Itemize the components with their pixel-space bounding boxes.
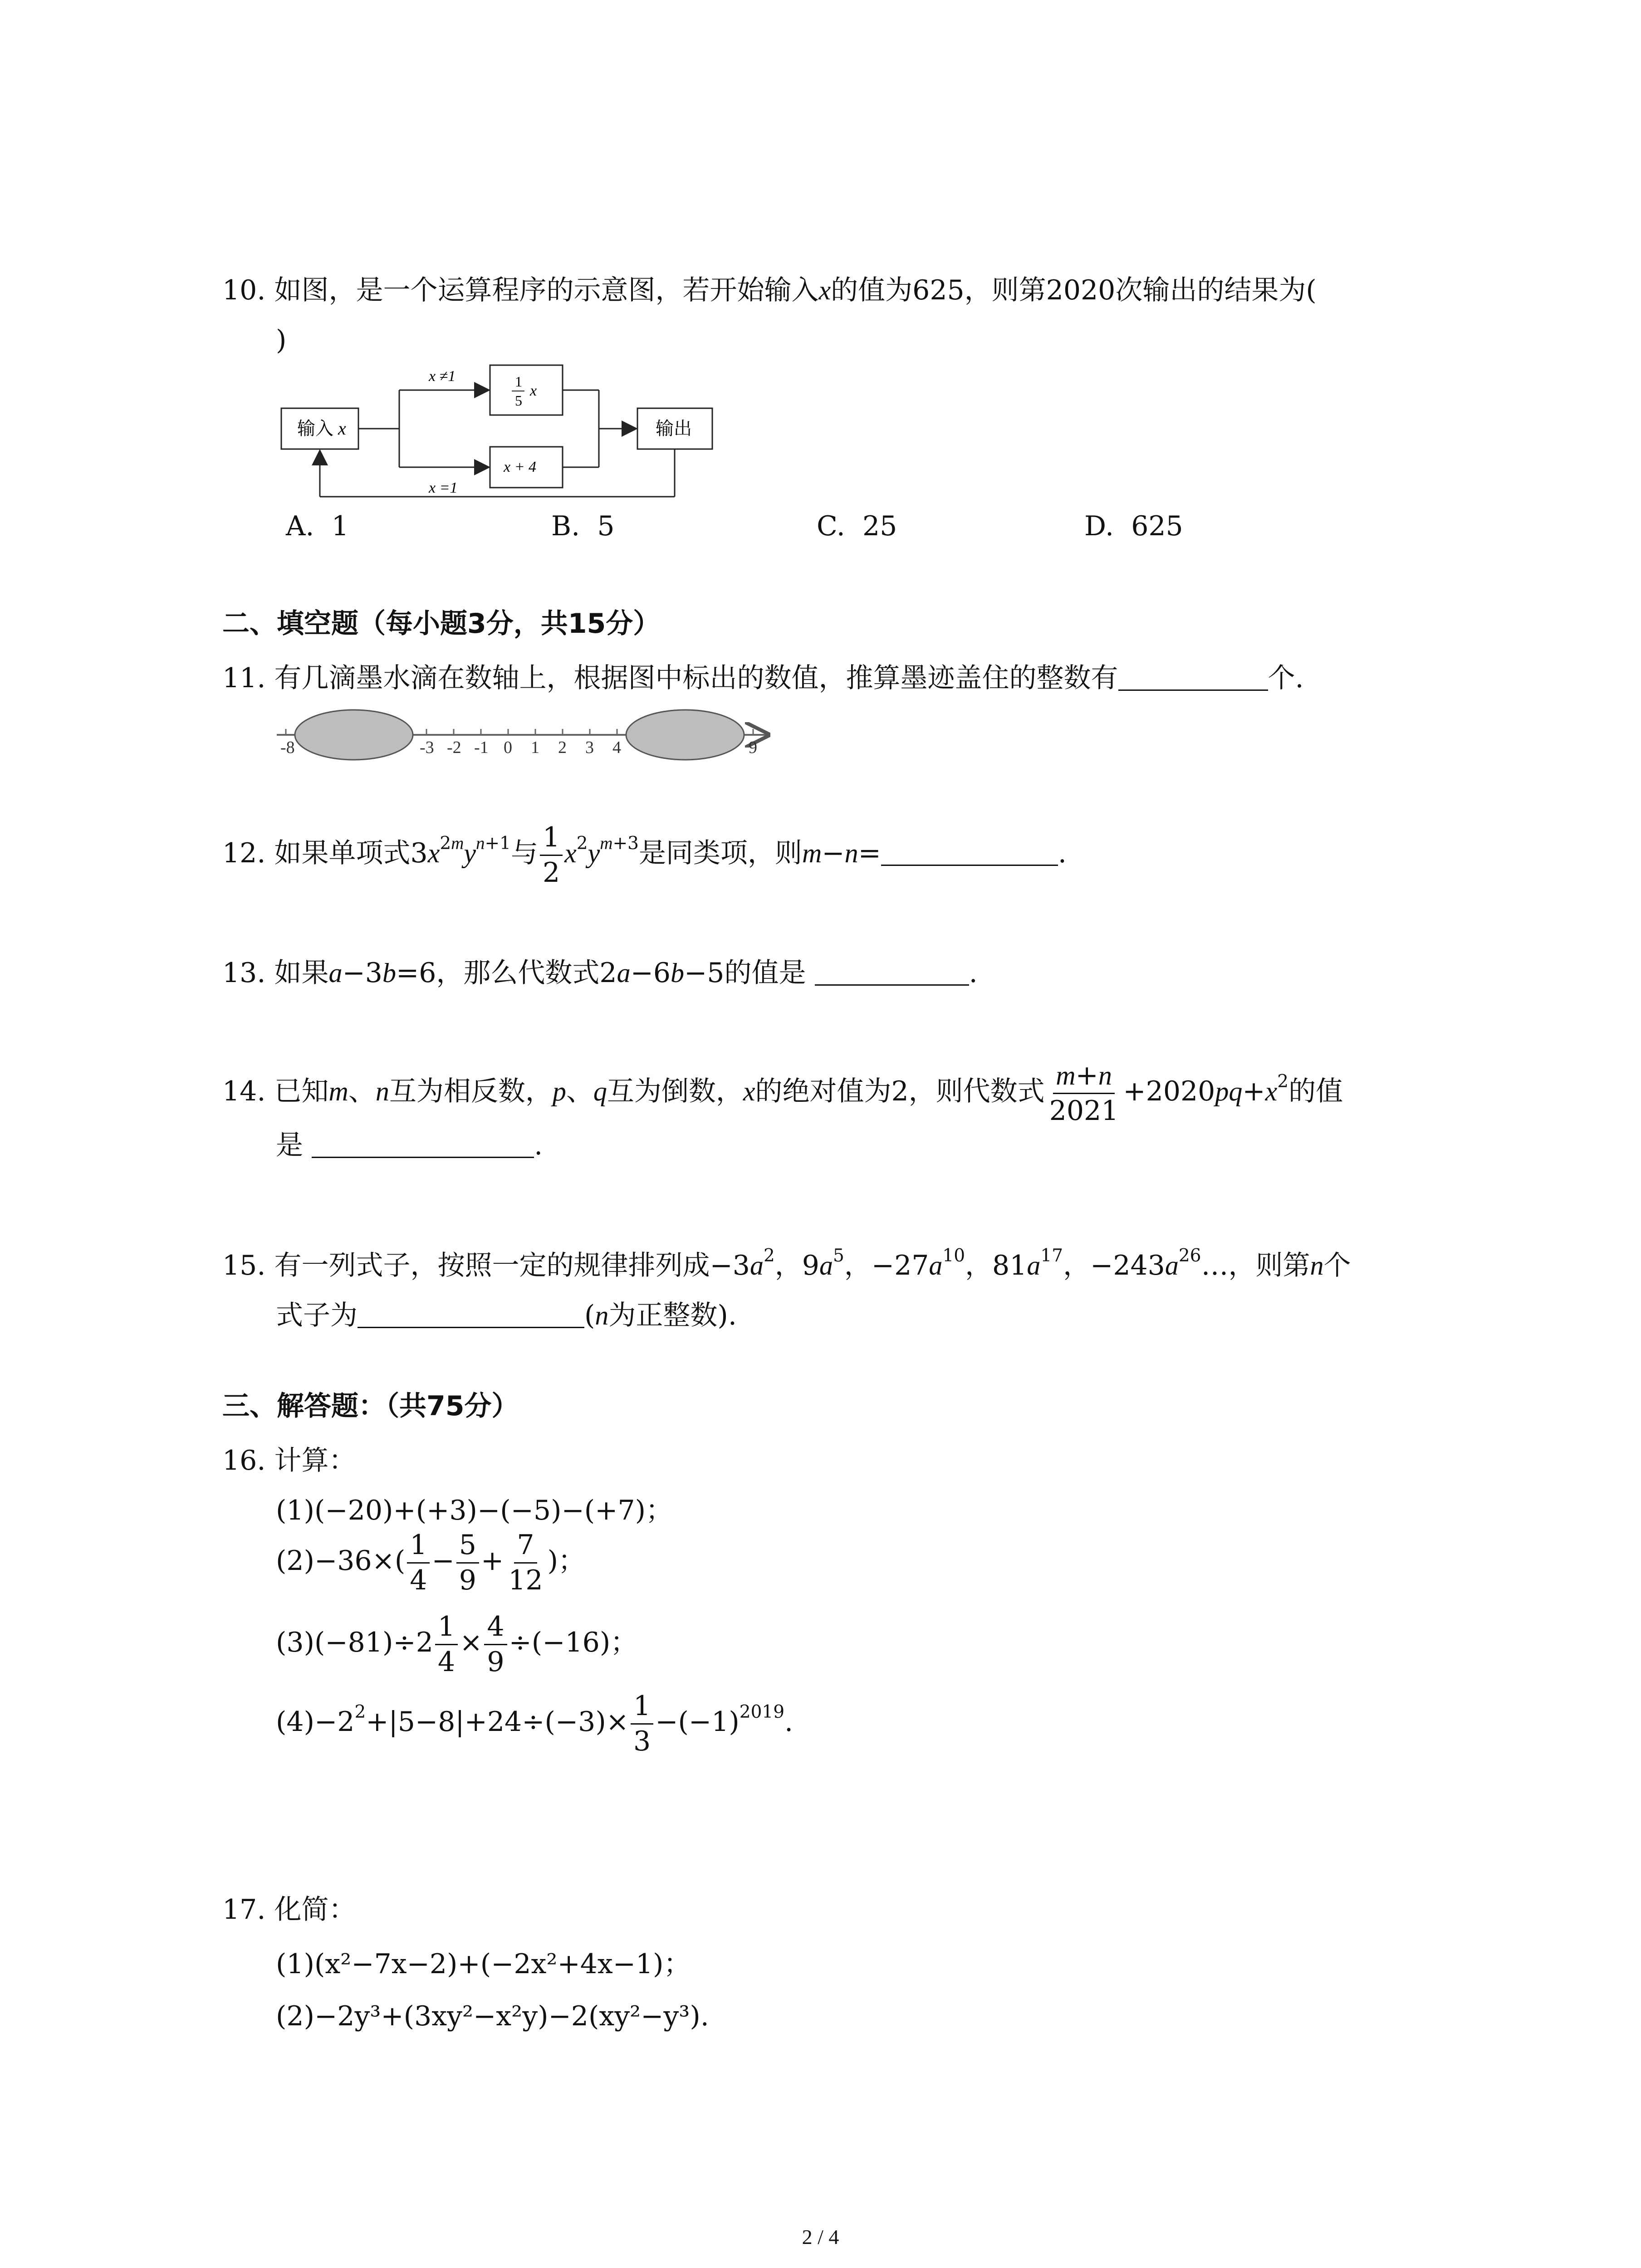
ink-blot-left xyxy=(295,710,413,760)
answer-blank[interactable] xyxy=(881,865,1058,866)
tick-label: 1 xyxy=(531,738,539,757)
option-b: B. 5 xyxy=(551,510,615,542)
tick-label: 3 xyxy=(585,738,594,757)
section-2-heading: 二、填空题（每小题3分，共15分） xyxy=(222,608,661,640)
question-16: 16. 计算： xyxy=(222,1445,356,1476)
page-number: 2 / 4 xyxy=(802,2225,839,2248)
flowchart-diagram xyxy=(272,358,726,508)
divide-by-five-box xyxy=(490,365,563,415)
option-a: A. 1 xyxy=(286,510,349,542)
question-14-line-2: 是 . xyxy=(276,1129,543,1161)
question-11: 11. 有几滴墨水滴在数轴上，根据图中标出的数值，推算墨迹盖住的整数有 个. xyxy=(222,662,1304,694)
question-10: 10. 如图，是一个运算程序的示意图，若开始输入x的值为625，则第2020次输出的结果为( xyxy=(222,274,1317,306)
question-16-part-3: (3)(−81)÷2 $\frac{1}{4}$ × $\frac{4}{9}$ ÷(−16)； xyxy=(276,1611,638,1678)
tick-label: 4 xyxy=(612,738,621,757)
number-line xyxy=(272,705,780,764)
tick-label: 2 xyxy=(558,738,567,757)
svg-text:1: 1 xyxy=(515,373,522,390)
question-17-part-1: (1)(x²−7x−2)+(−2x²+4x−1)； xyxy=(276,1948,691,1980)
output-label: 输出 xyxy=(656,418,692,439)
tick-label: -8 xyxy=(280,738,295,757)
question-16-part-2: (2)−36×( $\frac{1}{4}$ − $\frac{5}{9}$ + $\frac{7}{12}$ )； xyxy=(276,1529,586,1596)
question-number: 10. xyxy=(222,274,266,306)
option-d: D. 625 xyxy=(1084,510,1183,542)
question-15-line-2: 式子为 (n为正整数). xyxy=(276,1300,737,1331)
fraction-m-plus-n-over-2021: $\frac{m+n}{2021}$ xyxy=(1049,1060,1119,1127)
svg-text:x: x xyxy=(530,382,537,399)
question-12: 12. 如果单项式$3x^{2m}y^{n+1}$与 $\frac{1}{2}$ $x^2y^{m+3}$是同类项，则m−n= . xyxy=(222,821,1067,889)
section-3-heading: 三、解答题：（共75分） xyxy=(222,1390,519,1422)
tick-label: -1 xyxy=(474,738,489,757)
question-13: 13. 如果a−3b=6，那么代数式2a−6b−5的值是 . xyxy=(222,957,978,989)
answer-blank[interactable] xyxy=(815,984,969,986)
svg-text:x + 4: x + 4 xyxy=(504,459,537,475)
answer-blank[interactable] xyxy=(312,1157,534,1158)
tick-label: -2 xyxy=(447,738,461,757)
question-16-part-4: $(4)-2^2+|5-8|+24\div(-3)\times$ $\frac{1}{3}$ $-(-1)^{2019}$. xyxy=(276,1690,794,1757)
ink-blot-right xyxy=(626,710,744,760)
question-15: 15. 有一列式子，按照一定的规律排列成$-3a^2$，$9a^5$，$-27a^{10}$，$81a^{17}$，$-243a^{26}\dots$，则第n个 xyxy=(222,1245,1351,1281)
question-10-close-paren: ) xyxy=(276,324,287,356)
answer-blank[interactable] xyxy=(1118,689,1268,691)
answer-blank[interactable] xyxy=(358,1327,584,1328)
question-16-part-1: (1)(−20)+(+3)−(−5)−(+7)； xyxy=(276,1495,673,1526)
svg-text:5: 5 xyxy=(515,392,522,409)
question-17-part-2: (2)−2y³+(3xy²−x²y)−2(xy²−y³). xyxy=(276,2000,709,2032)
fraction-one-half: $\frac{1}{2}$ xyxy=(540,823,563,887)
tick-label: 0 xyxy=(504,738,512,757)
question-14: 14. 已知m、n互为相反数，p、q互为倒数，x的绝对值为2，则代数式 $\frac{m+n}{2021}$ $+2020pq+x^2$的值 xyxy=(222,1060,1343,1127)
branch-bottom-label: x =1 xyxy=(429,479,458,496)
tick-label: -3 xyxy=(420,738,434,757)
branch-top-label: x ≠1 xyxy=(429,368,456,385)
tick-label: 9 xyxy=(749,738,757,757)
input-label: 输入 x xyxy=(297,418,346,439)
question-17: 17. 化简： xyxy=(222,1894,356,1926)
option-c: C. 25 xyxy=(817,510,897,542)
